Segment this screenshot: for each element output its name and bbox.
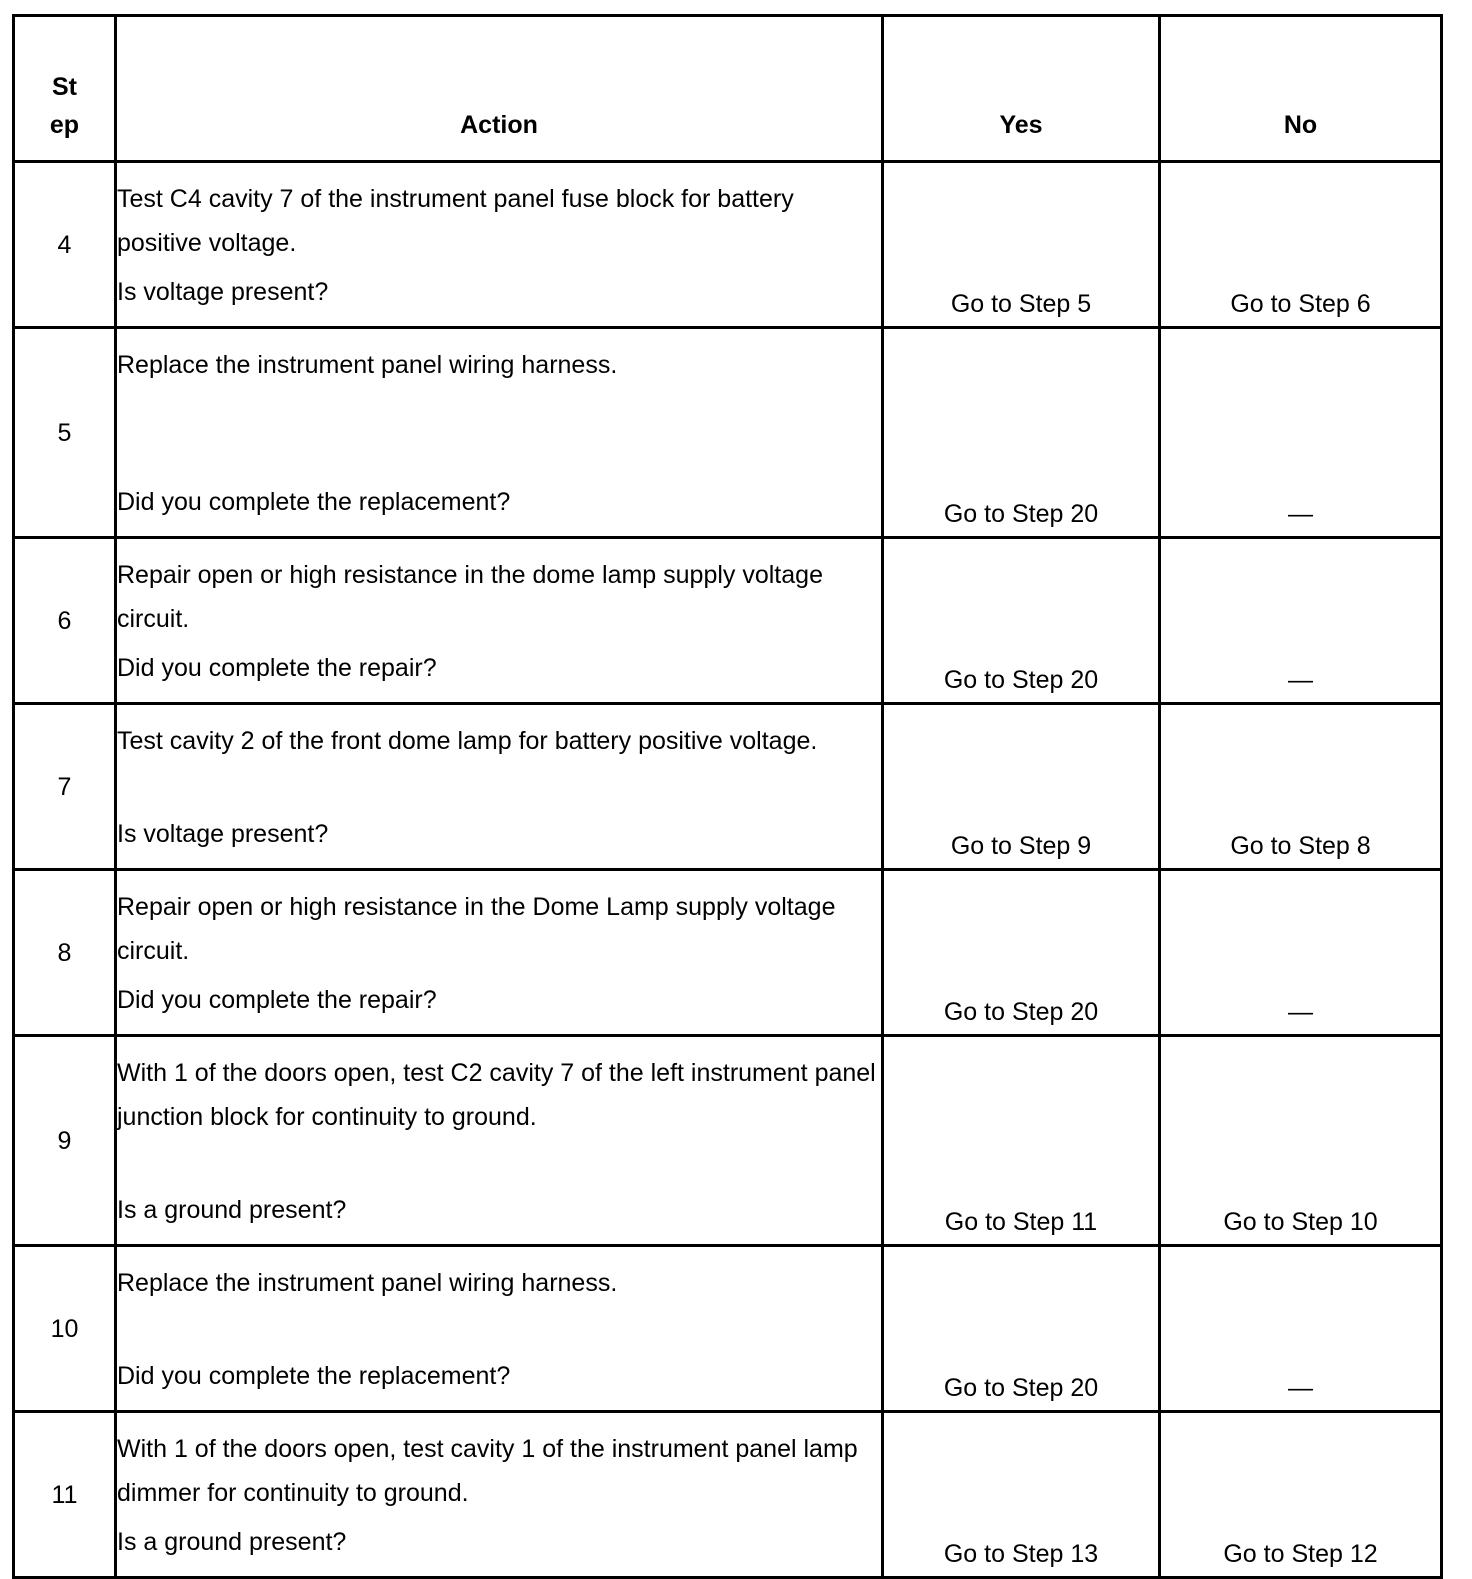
action-cell: [116, 704, 883, 870]
action-instruction: Repair open or high resistance in the Dome Lamp supply voltage circuit.: [117, 893, 836, 965]
action-cell: [116, 538, 883, 704]
table-row: [14, 328, 1442, 538]
no-result: —: [1160, 870, 1442, 1036]
table-row: [14, 162, 1442, 328]
action-question: Did you complete the repair?: [117, 986, 437, 1014]
action-instruction: Test C4 cavity 7 of the instrument panel fuse block for battery positive voltage.: [117, 185, 794, 257]
yes-result: Go to Step 5: [883, 162, 1160, 328]
action-cell: [116, 1412, 883, 1578]
header-row: [14, 16, 1442, 162]
action-instruction: Test cavity 2 of the front dome lamp for battery positive voltage.: [117, 727, 818, 755]
step-number: 4: [14, 162, 116, 328]
action-question: Did you complete the repair?: [117, 654, 437, 682]
action-instruction: With 1 of the doors open, test C2 cavity 7 of the left instrument panel junction block for continuity to ground.: [117, 1059, 876, 1131]
step-number: 5: [14, 328, 116, 538]
table-row: [14, 1412, 1442, 1578]
action-cell: [116, 1246, 883, 1412]
no-result: Go to Step 12: [1160, 1412, 1442, 1578]
diagnostic-table: [12, 14, 1443, 1579]
no-result: —: [1160, 538, 1442, 704]
action-instruction: Repair open or high resistance in the dome lamp supply voltage circuit.: [117, 561, 823, 633]
no-result: Go to Step 10: [1160, 1036, 1442, 1246]
table-row: [14, 704, 1442, 870]
table-row: [14, 1246, 1442, 1412]
action-question: Did you complete the replacement?: [117, 1362, 511, 1390]
yes-result: Go to Step 20: [883, 1246, 1160, 1412]
action-question: Is a ground present?: [117, 1528, 347, 1556]
table-row: [14, 870, 1442, 1036]
action-instruction: With 1 of the doors open, test cavity 1 of the instrument panel lamp dimmer for continuity to ground.: [117, 1435, 858, 1507]
action-cell: [116, 870, 883, 1036]
table-row: [14, 1036, 1442, 1246]
table-row: [14, 538, 1442, 704]
step-number: 10: [14, 1246, 116, 1412]
step-number: 11: [14, 1412, 116, 1578]
yes-result: Go to Step 9: [883, 704, 1160, 870]
yes-result: Go to Step 20: [883, 328, 1160, 538]
action-instruction: Replace the instrument panel wiring harness.: [117, 351, 618, 379]
action-question: Is voltage present?: [117, 820, 329, 848]
yes-result: Go to Step 20: [883, 538, 1160, 704]
action-cell: [116, 162, 883, 328]
no-result: Go to Step 8: [1160, 704, 1442, 870]
header-no: No: [1160, 16, 1442, 162]
action-question: Did you complete the replacement?: [117, 488, 511, 516]
yes-result: Go to Step 11: [883, 1036, 1160, 1246]
step-number: 6: [14, 538, 116, 704]
action-question: Is voltage present?: [117, 278, 329, 306]
step-number: 9: [14, 1036, 116, 1246]
header-yes: Yes: [883, 16, 1160, 162]
yes-result: Go to Step 20: [883, 870, 1160, 1036]
action-question: Is a ground present?: [117, 1196, 347, 1224]
action-cell: [116, 328, 883, 538]
no-result: —: [1160, 328, 1442, 538]
no-result: Go to Step 6: [1160, 162, 1442, 328]
step-number: 8: [14, 870, 116, 1036]
action-cell: [116, 1036, 883, 1246]
header-step: St ep: [14, 16, 116, 162]
action-instruction: Replace the instrument panel wiring harness.: [117, 1269, 618, 1297]
header-action: Action: [116, 16, 883, 162]
step-number: 7: [14, 704, 116, 870]
no-result: —: [1160, 1246, 1442, 1412]
yes-result: Go to Step 13: [883, 1412, 1160, 1578]
